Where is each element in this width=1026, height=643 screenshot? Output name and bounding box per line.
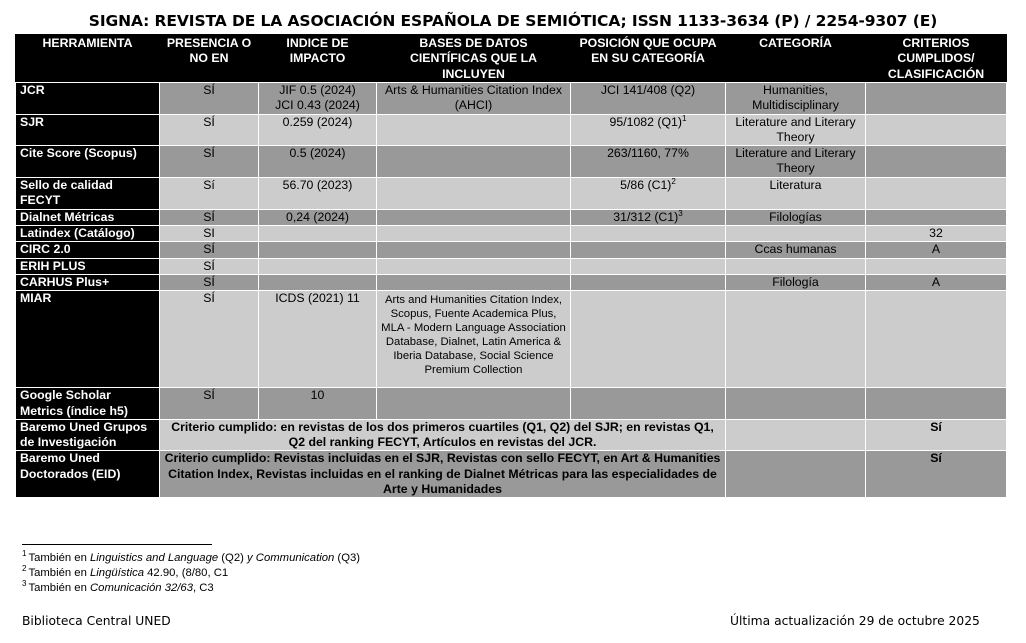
presence-cell: SÍ bbox=[160, 274, 259, 290]
presence-cell: SÍ bbox=[160, 242, 259, 258]
criteria-cell: A bbox=[866, 242, 1007, 258]
table-row bbox=[16, 114, 1007, 146]
category-cell: Literature and Literary Theory bbox=[726, 146, 866, 178]
databases-cell: Arts & Humanities Citation Index (AHCI) bbox=[377, 83, 571, 115]
position-cell bbox=[571, 242, 726, 258]
position-value: JCI 141/408 (Q2) bbox=[600, 83, 696, 97]
criteria-cell bbox=[866, 258, 1007, 274]
criteria-cell: 32 bbox=[866, 226, 1007, 242]
category-cell bbox=[726, 291, 866, 388]
footnote-divider bbox=[22, 544, 212, 545]
criteria-cell bbox=[866, 291, 1007, 388]
presence-cell: Sí bbox=[160, 177, 259, 209]
impact-cell: 56.70 (2023) bbox=[259, 177, 377, 209]
footnote-ref: 2 bbox=[671, 177, 676, 186]
tool-name: CARHUS Plus+ bbox=[16, 274, 160, 290]
presence-cell: SÍ bbox=[160, 83, 259, 115]
databases-cell bbox=[377, 274, 571, 290]
header-row bbox=[16, 35, 1007, 83]
footnote-text: 42.90, (8/80, C1 bbox=[144, 567, 229, 579]
position-cell bbox=[571, 258, 726, 274]
category-cell: Literature and Literary Theory bbox=[726, 114, 866, 146]
table-row bbox=[16, 226, 1007, 242]
category-cell bbox=[726, 451, 866, 498]
databases-cell bbox=[377, 388, 571, 420]
header-posicion: POSICIÓN QUE OCUPA EN SU CATEGORÍA bbox=[571, 35, 726, 83]
databases-cell bbox=[377, 226, 571, 242]
presence-cell: SÍ bbox=[160, 209, 259, 225]
tool-name: Sello de calidad FECYT bbox=[16, 177, 160, 209]
position-value: 95/1082 (Q1) bbox=[609, 114, 682, 129]
footnote-number: 1 bbox=[22, 549, 27, 559]
tool-name: Baremo Uned Grupos de Investigación bbox=[16, 419, 160, 451]
footnote-text: Lingüística bbox=[90, 567, 145, 579]
position-value: 31/312 (C1) bbox=[613, 209, 679, 224]
category-cell: Filologías bbox=[726, 209, 866, 225]
indexing-table bbox=[15, 34, 1007, 498]
databases-cell: Arts and Humanities Citation Index, Scopus, Fuente Academica Plus, MLA - Modern Language Association Database, Dialnet, Latin America & Iberia Database, Social Science Premium Collection bbox=[377, 291, 571, 388]
tool-name: Latindex (Catálogo) bbox=[16, 226, 160, 242]
presence-cell: SÍ bbox=[160, 114, 259, 146]
position-cell bbox=[571, 209, 726, 225]
table-row bbox=[16, 146, 1007, 178]
table-row bbox=[16, 83, 1007, 115]
tool-name: Google Scholar Metrics (índice h5) bbox=[16, 388, 160, 420]
criteria-cell bbox=[866, 209, 1007, 225]
footnote-text: (Q3) bbox=[334, 552, 361, 564]
header-indice: INDICE DE IMPACTO bbox=[259, 35, 377, 83]
position-cell bbox=[571, 146, 726, 178]
tool-name: CIRC 2.0 bbox=[16, 242, 160, 258]
presence-cell: SÍ bbox=[160, 291, 259, 388]
footnote-number: 3 bbox=[22, 579, 27, 589]
position-cell bbox=[571, 291, 726, 388]
criteria-description: Criterio cumplido: Revistas incluidas en el SJR, Revistas con sello FECYT, en Art & Humanities Citation Index, Revistas incluidas en el ranking de Dialnet Métricas para las especialidades de Arte y Humanidades bbox=[160, 451, 726, 498]
impact-line: JIF 0.5 (2024) bbox=[279, 83, 356, 97]
table-row bbox=[16, 388, 1007, 420]
footnote bbox=[22, 581, 214, 595]
category-cell: Humanities, Multidisciplinary bbox=[726, 83, 866, 115]
category-cell: Ccas humanas bbox=[726, 242, 866, 258]
table-row bbox=[16, 177, 1007, 209]
table-row bbox=[16, 242, 1007, 258]
position-value: 263/1160, 77% bbox=[607, 146, 689, 161]
baremo-row bbox=[16, 419, 1007, 451]
criteria-cell bbox=[866, 177, 1007, 209]
impact-cell bbox=[259, 83, 377, 115]
databases-cell bbox=[377, 146, 571, 178]
baremo-row bbox=[16, 451, 1007, 498]
criteria-cell: Sí bbox=[866, 419, 1007, 451]
footer-updated: Última actualización 29 de octubre 2025 bbox=[730, 614, 980, 628]
table-row bbox=[16, 209, 1007, 225]
criteria-cell bbox=[866, 388, 1007, 420]
footnote-text: También en bbox=[28, 552, 90, 564]
footnote-text: (Q2) bbox=[218, 552, 248, 564]
tool-name: Baremo Uned Doctorados (EID) bbox=[16, 451, 160, 498]
presence-cell: SÍ bbox=[160, 146, 259, 178]
impact-cell bbox=[259, 242, 377, 258]
position-cell bbox=[571, 114, 726, 146]
impact-cell: 0.5 (2024) bbox=[259, 146, 377, 178]
presence-cell: SÍ bbox=[160, 258, 259, 274]
tool-name: SJR bbox=[16, 114, 160, 146]
footer-library: Biblioteca Central UNED bbox=[22, 614, 171, 628]
impact-cell bbox=[259, 274, 377, 290]
footnote-number: 2 bbox=[22, 564, 27, 574]
impact-cell: 0.259 (2024) bbox=[259, 114, 377, 146]
criteria-cell bbox=[866, 83, 1007, 115]
footnote-text: y Communication bbox=[247, 552, 335, 564]
header-categoria: CATEGORÍA bbox=[726, 35, 866, 83]
position-cell bbox=[571, 177, 726, 209]
position-value: 5/86 (C1) bbox=[620, 177, 672, 192]
category-cell: Literatura bbox=[726, 177, 866, 209]
presence-cell: SI bbox=[160, 226, 259, 242]
databases-cell bbox=[377, 242, 571, 258]
position-cell bbox=[571, 388, 726, 420]
tool-name: JCR bbox=[16, 83, 160, 115]
criteria-cell: Sí bbox=[866, 451, 1007, 498]
category-cell bbox=[726, 226, 866, 242]
footnote bbox=[22, 566, 228, 580]
header-bases: BASES DE DATOS CIENTÍFICAS QUE LA INCLUYEN bbox=[377, 35, 571, 83]
impact-cell: 10 bbox=[259, 388, 377, 420]
footnote-text: Linguistics and Language bbox=[90, 552, 219, 564]
impact-cell bbox=[259, 226, 377, 242]
header-criterios: CRITERIOS CUMPLIDOS/ CLASIFICACIÓN bbox=[866, 35, 1007, 83]
databases-cell bbox=[377, 258, 571, 274]
databases-cell bbox=[377, 114, 571, 146]
table-row bbox=[16, 291, 1007, 388]
impact-cell: 0,24 (2024) bbox=[259, 209, 377, 225]
footnote-ref: 3 bbox=[678, 209, 683, 218]
position-cell bbox=[571, 83, 726, 115]
footnote-ref: 1 bbox=[682, 114, 687, 123]
criteria-cell: A bbox=[866, 274, 1007, 290]
position-cell bbox=[571, 226, 726, 242]
table-row bbox=[16, 258, 1007, 274]
presence-cell: SÍ bbox=[160, 388, 259, 420]
criteria-cell bbox=[866, 114, 1007, 146]
table-row bbox=[16, 274, 1007, 290]
page-title: SIGNA: REVISTA DE LA ASOCIACIÓN ESPAÑOLA DE SEMIÓTICA; ISSN 1133-3634 (P) / 2254-9307 (E) bbox=[88, 12, 938, 30]
impact-cell: ICDS (2021) 11 bbox=[259, 291, 377, 388]
tool-name: Cite Score (Scopus) bbox=[16, 146, 160, 178]
criteria-description: Criterio cumplido: en revistas de los dos primeros cuartiles (Q1, Q2) del SJR; en revistas Q1, Q2 del ranking FECYT, Artículos en revistas del JCR. bbox=[160, 419, 726, 451]
category-cell bbox=[726, 388, 866, 420]
footnote-text: , C3 bbox=[193, 582, 214, 594]
databases-cell bbox=[377, 209, 571, 225]
header-herramienta: HERRAMIENTA bbox=[16, 35, 160, 83]
footnote-text: También en bbox=[28, 582, 90, 594]
tool-name: ERIH PLUS bbox=[16, 258, 160, 274]
criteria-cell bbox=[866, 146, 1007, 178]
tool-name: MIAR bbox=[16, 291, 160, 388]
databases-cell bbox=[377, 177, 571, 209]
footnote-text: Comunicación 32/63 bbox=[90, 582, 193, 594]
tool-name: Dialnet Métricas bbox=[16, 209, 160, 225]
header-presencia: PRESENCIA O NO EN bbox=[160, 35, 259, 83]
category-cell bbox=[726, 258, 866, 274]
category-cell: Filología bbox=[726, 274, 866, 290]
position-cell bbox=[571, 274, 726, 290]
impact-line: JCI 0.43 (2024) bbox=[275, 98, 360, 113]
category-cell bbox=[726, 419, 866, 451]
impact-cell bbox=[259, 258, 377, 274]
footnote bbox=[22, 551, 360, 565]
footnote-text: También en bbox=[28, 567, 90, 579]
